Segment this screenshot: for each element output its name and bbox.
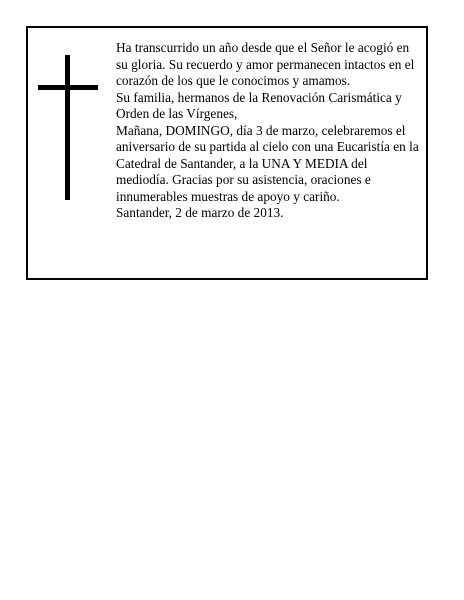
cross-horizontal-bar [38,85,98,90]
obituary-notice [26,26,428,280]
notice-text [116,40,422,222]
notice-paragraph-mass-announcement: Mañana, DOMINGO, día 3 de marzo, celebraremos el aniversario de su partida al cielo con una Eucaristía en la Catedral de Santander, a la UNA Y MEDIA del mediodía. Gracias por su asistencia, oraciones e innumerables muestras de apoyo y cariño. [116,122,419,204]
notice-paragraph-place-date: Santander, 2 de marzo de 2013. [116,205,284,220]
notice-paragraph-remembrance: Ha transcurrido un año desde que el Señor le acogió en su gloria. Su recuerdo y amor permanecen intactos en el corazón de los que le conocimos y amamos. [116,40,415,88]
cross-vertical-bar [65,55,70,200]
notice-paragraph-family: Su familia, hermanos de la Renovación Carismática y Orden de las Vírgenes, [116,89,402,121]
latin-cross-icon [38,55,98,200]
